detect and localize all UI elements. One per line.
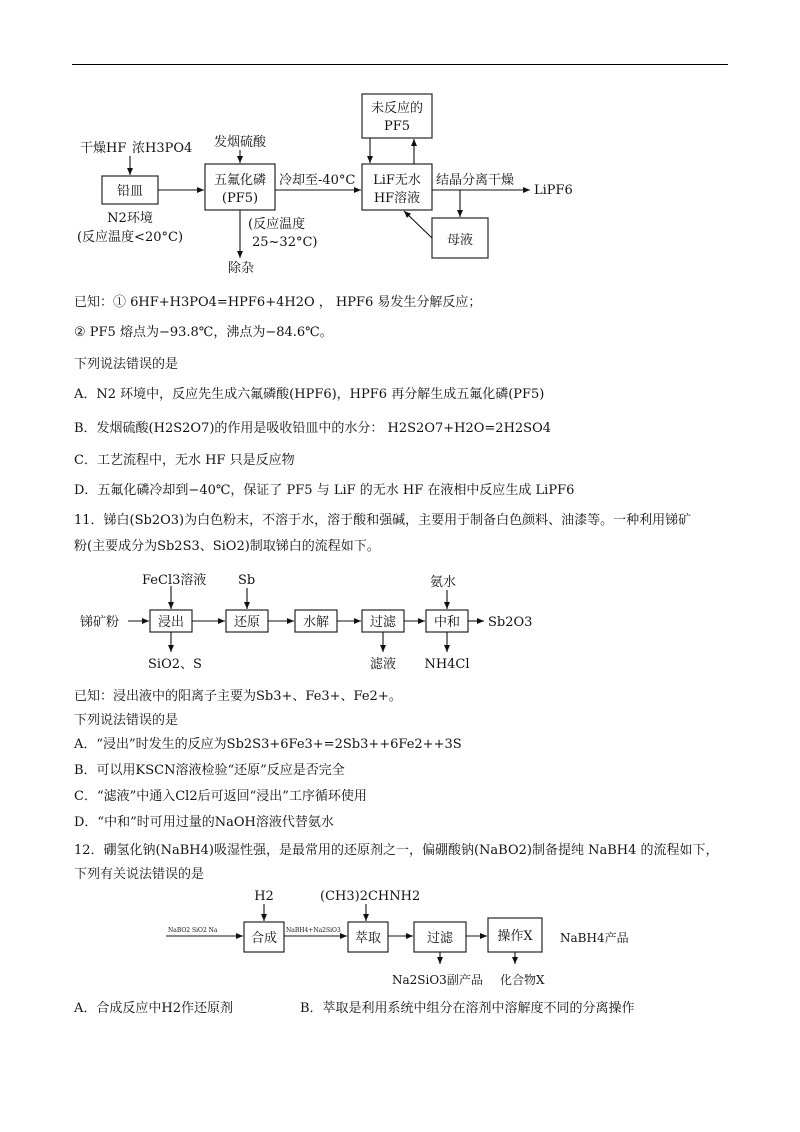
- label-hydrolysis: 水解: [302, 615, 330, 630]
- label-mid-mixture: NaBH4+Na2SiO3: [286, 927, 341, 934]
- label-temp-range-l2: 25~32°C): [252, 235, 318, 250]
- label-fuming-acid: 发烟硫酸: [213, 135, 267, 150]
- q10-known-1: 已知：① 6HF+H3PO4=HPF6+4H2O ， HPF6 易发生分解反应；: [74, 295, 482, 310]
- label-synthesis: 合成: [250, 931, 278, 946]
- label-compound-x: 化合物X: [500, 973, 545, 987]
- label-ammonia: 氨水: [430, 575, 457, 590]
- label-pf5-l1: 五氟化磷: [213, 173, 267, 188]
- q10-option-b: B．发烟硫酸(H2S2O7)的作用是吸收铅皿中的水分： H2S2O7+H2O=2H2SO4: [74, 421, 552, 436]
- q11-known: 已知：浸出液中的阳离子主要为Sb3+、Fe3+、Fe2+。: [74, 689, 402, 704]
- label-lipf6-product: LiPF6: [534, 183, 573, 198]
- label-remove-impurity: 除杂: [228, 261, 255, 276]
- q10-stem: 下列说法错误的是: [74, 357, 179, 372]
- q11-stem-2: 粉(主要成分为Sb2S3、SiO2)制取锑白的流程如下。: [74, 539, 380, 554]
- q10-option-d: D．五氟化磷冷却到−40℃，保证了 PF5 与 LiF 的无水 HF 在液相中反应生成 LiPF6: [74, 483, 575, 498]
- label-antimony-ore: 锑矿粉: [80, 615, 120, 630]
- label-filtrate: 滤液: [369, 657, 397, 672]
- label-lead-vessel: 铅皿: [116, 184, 144, 199]
- label-operation-x: 操作X: [497, 929, 533, 944]
- label-h2: H2: [254, 889, 274, 904]
- label-dry-hf: 干燥HF: [80, 141, 127, 156]
- label-feed: NaBO2 SiO2 Na: [168, 927, 218, 934]
- label-unreacted-l1: 未反应的: [370, 101, 424, 116]
- q11-option-c: C．“滤液”中通入Cl2后可返回“浸出”工序循环使用: [74, 789, 367, 804]
- label-extraction: 萃取: [354, 931, 382, 946]
- label-reduce: 还原: [233, 615, 261, 630]
- q12-option-a: A．合成反应中H2作还原剂: [74, 1001, 233, 1016]
- label-sio2-s: SiO2、S: [148, 657, 202, 672]
- label-temp-20: (反应温度<20°C): [76, 230, 184, 245]
- q12-stem-2: 下列有关说法错误的是: [74, 867, 205, 882]
- label-fecl3: FeCl3溶液: [142, 573, 207, 588]
- label-neutralize: 中和: [433, 615, 461, 630]
- label-nh4cl: NH4Cl: [424, 657, 470, 672]
- label-n2-env: N2环境: [107, 211, 153, 226]
- label-leach: 浸出: [157, 615, 185, 630]
- q11-option-b: B．可以用KSCN溶液检验“还原”反应是否完全: [74, 763, 345, 778]
- label-na2sio3-byproduct: Na2SiO3副产品: [392, 973, 483, 987]
- label-filtration: 过滤: [426, 931, 454, 946]
- label-unreacted-l2: PF5: [383, 119, 411, 134]
- q12-stem-1: 12．硼氢化钠(NaBH4)吸湿性强，是最常用的还原剂之一，偏硼酸钠(NaBO2)制备提纯 NaBH4 的流程如下，: [74, 843, 719, 858]
- label-h3po4: 浓H3PO4: [132, 141, 193, 156]
- label-mother-liquor: 母液: [446, 233, 474, 248]
- q11-stem-1: 11．锑白(Sb2O3)为白色粉末，不溶于水，溶于酸和强碱，主要用于制备白色颜料、油漆等。一种利用锑矿: [74, 513, 692, 528]
- q10-option-c: C．工艺流程中，无水 HF 只是反应物: [74, 453, 295, 468]
- label-temp-range-l1: (反应温度: [248, 217, 306, 232]
- label-pf5-l2: (PF5): [221, 191, 259, 206]
- q11-option-a: A．“浸出”时发生的反应为Sb2S3+6Fe3+=2Sb3++6Fe2++3S: [74, 737, 462, 752]
- label-sb2o3-product: Sb2O3: [488, 615, 533, 630]
- label-cool-40: 冷却至-40°C: [279, 173, 356, 188]
- q12-option-b: B．萃取是利用系统中组分在溶剂中溶解度不同的分离操作: [300, 1001, 635, 1016]
- q11-ask: 下列说法错误的是: [74, 713, 179, 728]
- label-isopropylamine: (CH3)2CHNH2: [320, 889, 421, 904]
- label-lif-l2: HF溶液: [373, 191, 421, 206]
- label-nabh4-product: NaBH4产品: [560, 931, 629, 945]
- q10-known-2: ② PF5 熔点为−93.8℃，沸点为−84.6℃。: [74, 325, 333, 340]
- q11-option-d: D．“中和”时可用过量的NaOH溶液代替氨水: [74, 815, 334, 830]
- label-filter: 过滤: [369, 615, 397, 630]
- label-sb: Sb: [238, 573, 256, 588]
- label-lif-l1: LiF无水: [373, 173, 421, 188]
- q10-option-a: A．N2 环境中，反应先生成六氟磷酸(HPF6)，HPF6 再分解生成五氟化磷(PF5): [74, 387, 545, 402]
- label-crystallize: 结晶分离干燥: [436, 173, 515, 188]
